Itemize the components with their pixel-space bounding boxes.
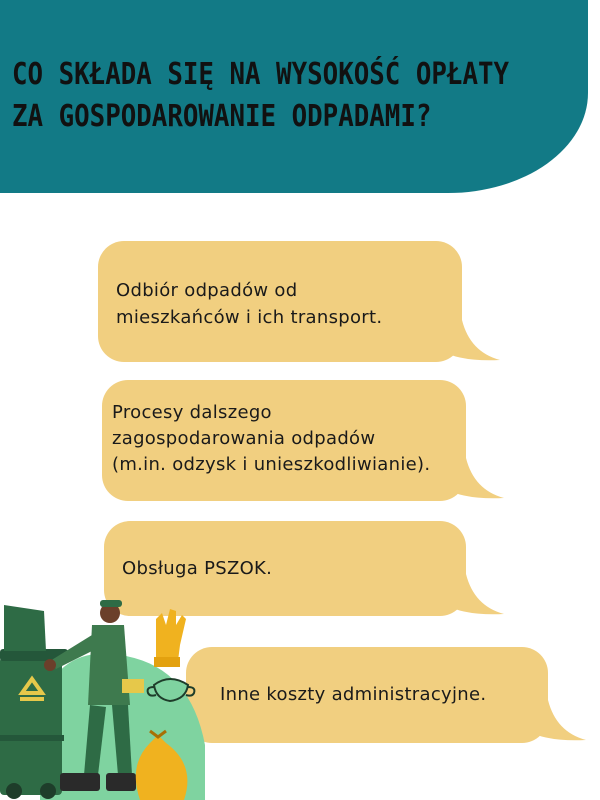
page-title [12,54,510,138]
bubble-1-line-1: Odbiór odpadów od [116,280,298,301]
speech-bubble-1 [98,241,462,362]
title-line-1: CO SKŁADA SIĘ NA WYSOKOŚĆ OPŁATY [12,57,510,92]
small-box-icon [122,679,144,693]
bubble-2-line-3: (m.in. odzysk i unieszkodliwianie). [112,454,431,475]
bubble-1-tail [440,320,502,364]
bubble-1-line-2: mieszkańców i ich transport. [116,307,383,328]
bubble-4-tail [526,700,588,744]
bubble-3-tail [444,574,506,618]
bubble-4-line-1: Inne koszty administracyjne. [220,684,487,705]
speech-bubble-2 [102,380,466,501]
bubble-2-tail [444,458,506,502]
bubble-3-line-1: Obsługa PSZOK. [122,558,273,579]
bubble-2-line-1: Procesy dalszego [112,402,272,423]
bubble-2-line-2: zagospodarowania odpadów [112,428,376,449]
waste-bin-icon [0,605,68,799]
glove-icon [154,609,186,667]
title-line-2: ZA GOSPODAROWANIE ODPADAMI? [12,99,432,134]
speech-bubble-4 [186,647,548,743]
waste-worker-illustration [0,595,210,800]
